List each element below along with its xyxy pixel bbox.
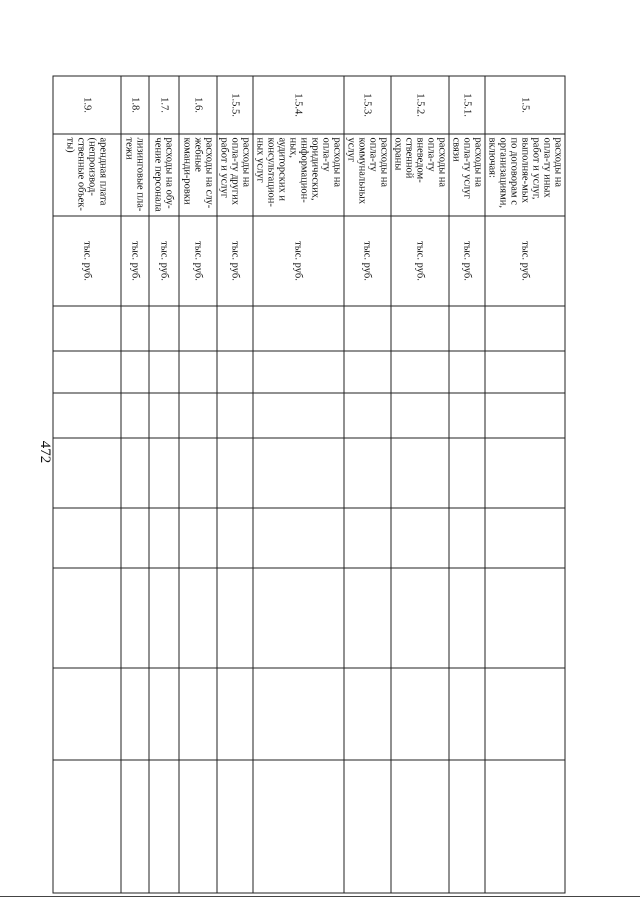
empty-cell [253,668,344,760]
empty-cell [217,438,253,508]
empty-cell [449,668,485,760]
row-name: лизинговые пла-тежи [121,134,149,216]
row-name: расходы на опла-ту юридических, информацион-ных, аудиторских и консультацион-ных услуг [253,134,344,216]
row-number: 1.5.4. [253,76,344,134]
empty-cell [121,508,149,568]
empty-cell [391,393,449,438]
empty-cell [179,306,217,351]
row-unit: тыс. руб. [391,216,449,306]
empty-cell [391,568,449,668]
empty-cell [253,568,344,668]
empty-cell [449,351,485,393]
table-row [391,76,449,893]
page-number: 472 [37,440,53,464]
empty-cell [449,393,485,438]
table-row [217,76,253,893]
empty-cell [149,351,179,393]
row-unit: тыс. руб. [53,216,121,306]
row-number: 1.5.3. [344,76,391,134]
empty-cell [344,306,391,351]
empty-cell [149,760,179,893]
empty-cell [391,306,449,351]
empty-cell [217,351,253,393]
empty-cell [217,760,253,893]
empty-cell [121,568,149,668]
empty-cell [485,568,565,668]
empty-cell [391,438,449,508]
empty-cell [53,306,121,351]
empty-cell [449,306,485,351]
row-name: расходы на обу-чение персонала [149,134,179,216]
row-name: расходы на опла-ту вневедом-ственной охраны [391,134,449,216]
row-name: расходы на опла-ту услуг связи [449,134,485,216]
empty-cell [449,438,485,508]
empty-cell [149,306,179,351]
row-name: расходы на опла-ту других работ и услуг [217,134,253,216]
empty-cell [179,760,217,893]
empty-cell [253,760,344,893]
table-row [344,76,391,893]
empty-cell [391,508,449,568]
empty-cell [149,568,179,668]
empty-cell [253,306,344,351]
empty-cell [391,668,449,760]
table-row [253,76,344,893]
empty-cell [449,568,485,668]
empty-cell [344,508,391,568]
empty-cell [179,438,217,508]
empty-cell [449,760,485,893]
empty-cell [53,760,121,893]
row-name: арендная плата (непроизвод-ственные объек-ты) [53,134,121,216]
empty-cell [149,668,179,760]
empty-cell [485,306,565,351]
row-unit: тыс. руб. [253,216,344,306]
empty-cell [149,393,179,438]
empty-cell [217,668,253,760]
row-name: расходы на опла-ту коммунальных услуг [344,134,391,216]
empty-cell [179,508,217,568]
empty-cell [391,351,449,393]
table-row [179,76,217,893]
row-unit: тыс. руб. [344,216,391,306]
empty-cell [485,393,565,438]
table-row [449,76,485,893]
empty-cell [253,393,344,438]
row-number: 1.7. [149,76,179,134]
row-number: 1.5.1. [449,76,485,134]
table-body [53,76,565,893]
row-unit: тыс. руб. [179,216,217,306]
empty-cell [485,351,565,393]
empty-cell [53,393,121,438]
empty-cell [121,351,149,393]
empty-cell [217,508,253,568]
empty-cell [53,508,121,568]
empty-cell [179,393,217,438]
empty-cell [344,393,391,438]
table-row [121,76,149,893]
empty-cell [217,393,253,438]
empty-cell [344,568,391,668]
empty-cell [121,668,149,760]
empty-cell [253,351,344,393]
table-row [485,76,565,893]
row-unit: тыс. руб. [449,216,485,306]
row-number: 1.5.5. [217,76,253,134]
table-row [53,76,121,893]
row-number: 1.5. [485,76,565,134]
table-row [149,76,179,893]
empty-cell [53,668,121,760]
empty-cell [121,438,149,508]
row-unit: тыс. руб. [217,216,253,306]
empty-cell [53,568,121,668]
empty-cell [344,668,391,760]
empty-cell [344,438,391,508]
empty-cell [253,438,344,508]
row-unit: тыс. руб. [149,216,179,306]
expenses-table [52,76,565,894]
row-number: 1.9. [53,76,121,134]
empty-cell [217,568,253,668]
empty-cell [53,438,121,508]
row-name: расходы на слу-жебные команди-ровки [179,134,217,216]
empty-cell [179,351,217,393]
empty-cell [253,508,344,568]
empty-cell [179,668,217,760]
empty-cell [485,508,565,568]
empty-cell [485,438,565,508]
row-number: 1.6. [179,76,217,134]
empty-cell [344,351,391,393]
empty-cell [149,438,179,508]
empty-cell [121,306,149,351]
empty-cell [179,568,217,668]
row-number: 1.5.2. [391,76,449,134]
empty-cell [485,668,565,760]
empty-cell [53,351,121,393]
empty-cell [149,508,179,568]
bottom-divider [0,896,640,897]
empty-cell [217,306,253,351]
empty-cell [121,393,149,438]
empty-cell [121,760,149,893]
empty-cell [485,760,565,893]
row-name: расходы на опла-ту иных работ и услуг, выполняе-мых по договорам с организациями, включая: [485,134,565,216]
empty-cell [344,760,391,893]
empty-cell [449,508,485,568]
empty-cell [391,760,449,893]
row-unit: тыс. руб. [121,216,149,306]
row-number: 1.8. [121,76,149,134]
row-unit: тыс. руб. [485,216,565,306]
